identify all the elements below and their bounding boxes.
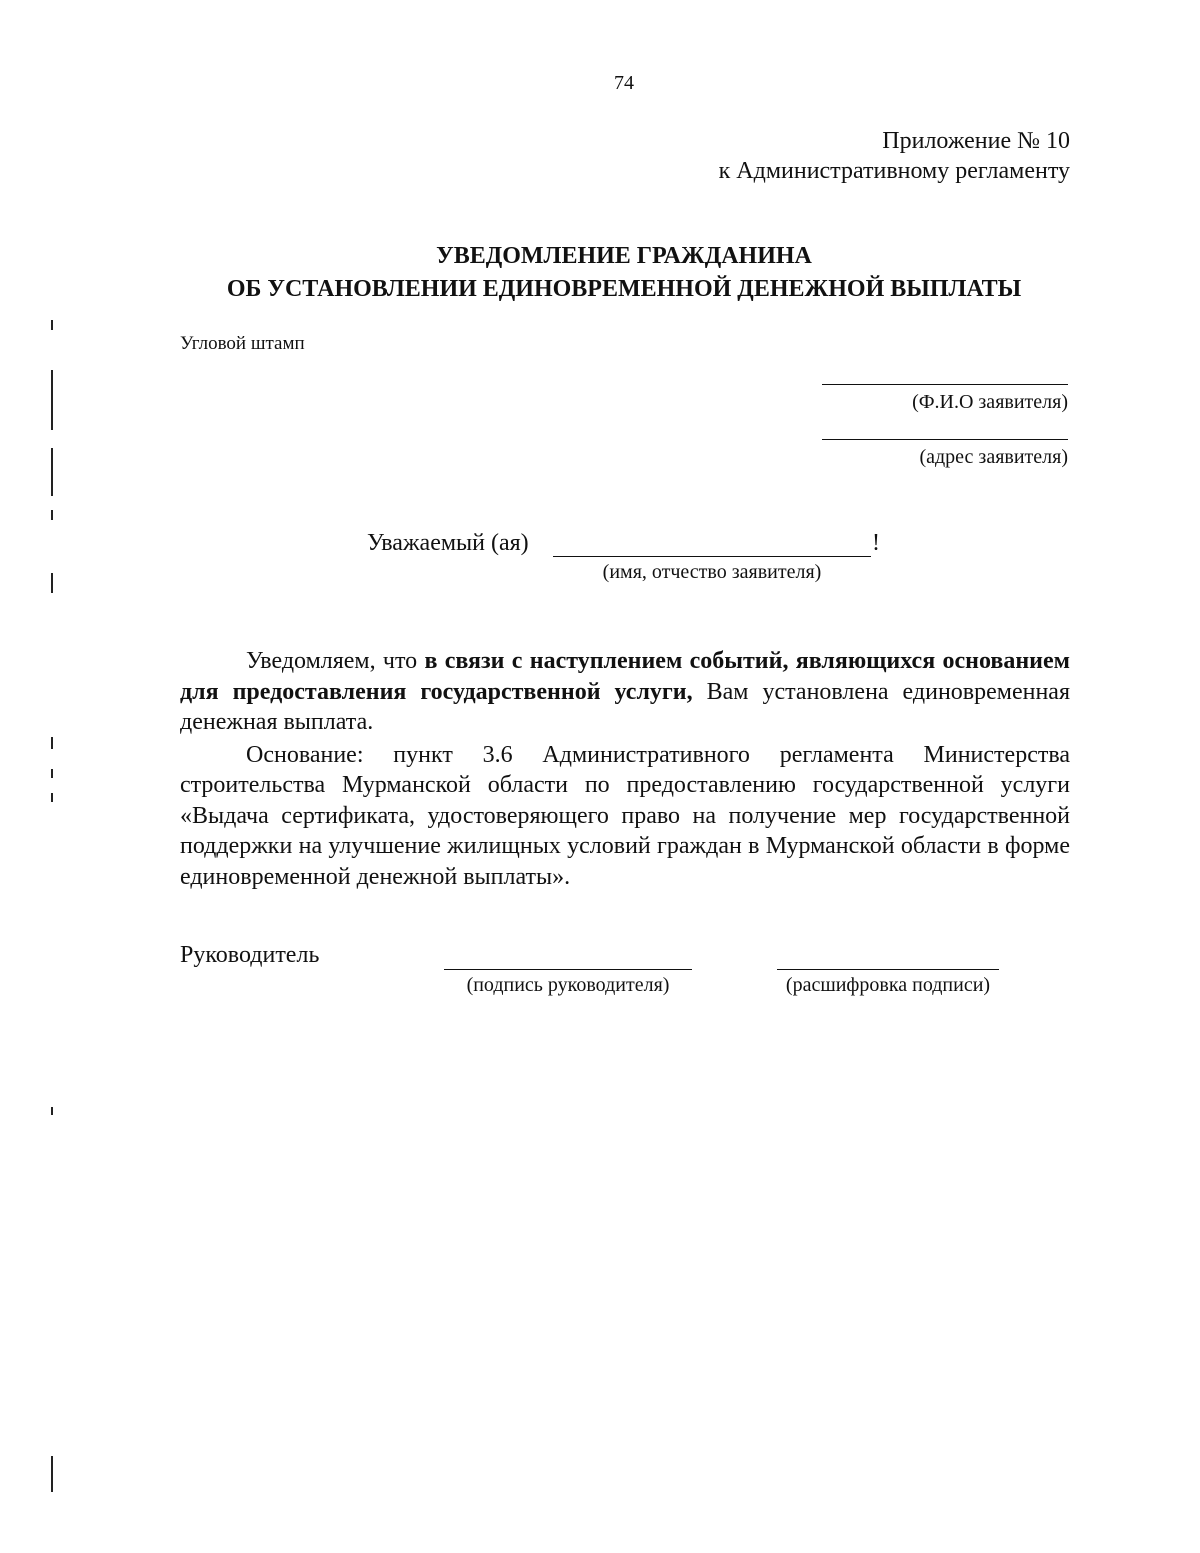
scan-mark xyxy=(51,793,53,802)
title-line-2: ОБ УСТАНОВЛЕНИИ ЕДИНОВРЕМЕННОЙ ДЕНЕЖНОЙ ВЫПЛАТЫ xyxy=(226,276,1022,302)
title-line-1: УВЕДОМЛЕНИЕ ГРАЖДАНИНА xyxy=(436,243,812,269)
scan-mark xyxy=(51,1107,53,1115)
signature-decode-caption: (расшифровка подписи) xyxy=(785,974,991,996)
greeting-prefix: Уважаемый (ая) xyxy=(367,530,529,556)
notification-body xyxy=(180,646,1070,892)
appendix-line-2: к Административному регламенту xyxy=(718,158,1070,184)
scan-mark xyxy=(51,737,53,749)
signature-line xyxy=(444,969,692,970)
document-title xyxy=(0,240,1200,306)
appendix-note xyxy=(719,126,1070,186)
applicant-address-caption: (адрес заявителя) xyxy=(919,446,1068,468)
scan-mark xyxy=(51,573,53,593)
greeting-exclamation: ! xyxy=(872,530,880,556)
scan-mark xyxy=(51,448,53,496)
scan-mark xyxy=(51,769,53,778)
body-paragraph-1: Уведомляем, что в связи с наступлением событий, являющихся основанием для предоставления государственной услуги, Вам установлена единовременная денежная выплата. xyxy=(180,648,1070,735)
body-bold-phrase: в связи с наступлением событий, являющихся основанием для предоставления государственной услуги, xyxy=(180,648,1070,705)
scan-mark xyxy=(51,1456,53,1492)
signer-role: Руководитель xyxy=(180,942,320,968)
applicant-name-caption: (Ф.И.О заявителя) xyxy=(912,391,1068,413)
signature-decode-line xyxy=(777,969,999,970)
scan-mark xyxy=(51,320,53,330)
greeting-name-line xyxy=(553,556,871,557)
scan-mark xyxy=(51,510,53,520)
appendix-line-1: Приложение № 10 xyxy=(882,128,1070,154)
applicant-name-line xyxy=(822,384,1068,385)
greeting-caption: (имя, отчество заявителя) xyxy=(602,561,822,583)
scan-mark xyxy=(51,370,53,430)
page-number: 74 xyxy=(614,72,634,94)
applicant-address-line xyxy=(822,439,1068,440)
signature-caption: (подпись руководителя) xyxy=(466,974,670,996)
body-paragraph-2: Основание: пункт 3.6 Административного регламента Министерства строительства Мурманской области по предоставлению государственной услуги «Выдача сертификата, удостоверяющего право на получение мер государственной поддержки на улучшение жилищных условий граждан в Мурманской области в форме единовременной денежной выплаты». xyxy=(180,741,1070,890)
corner-stamp-label: Угловой штамп xyxy=(180,333,305,354)
